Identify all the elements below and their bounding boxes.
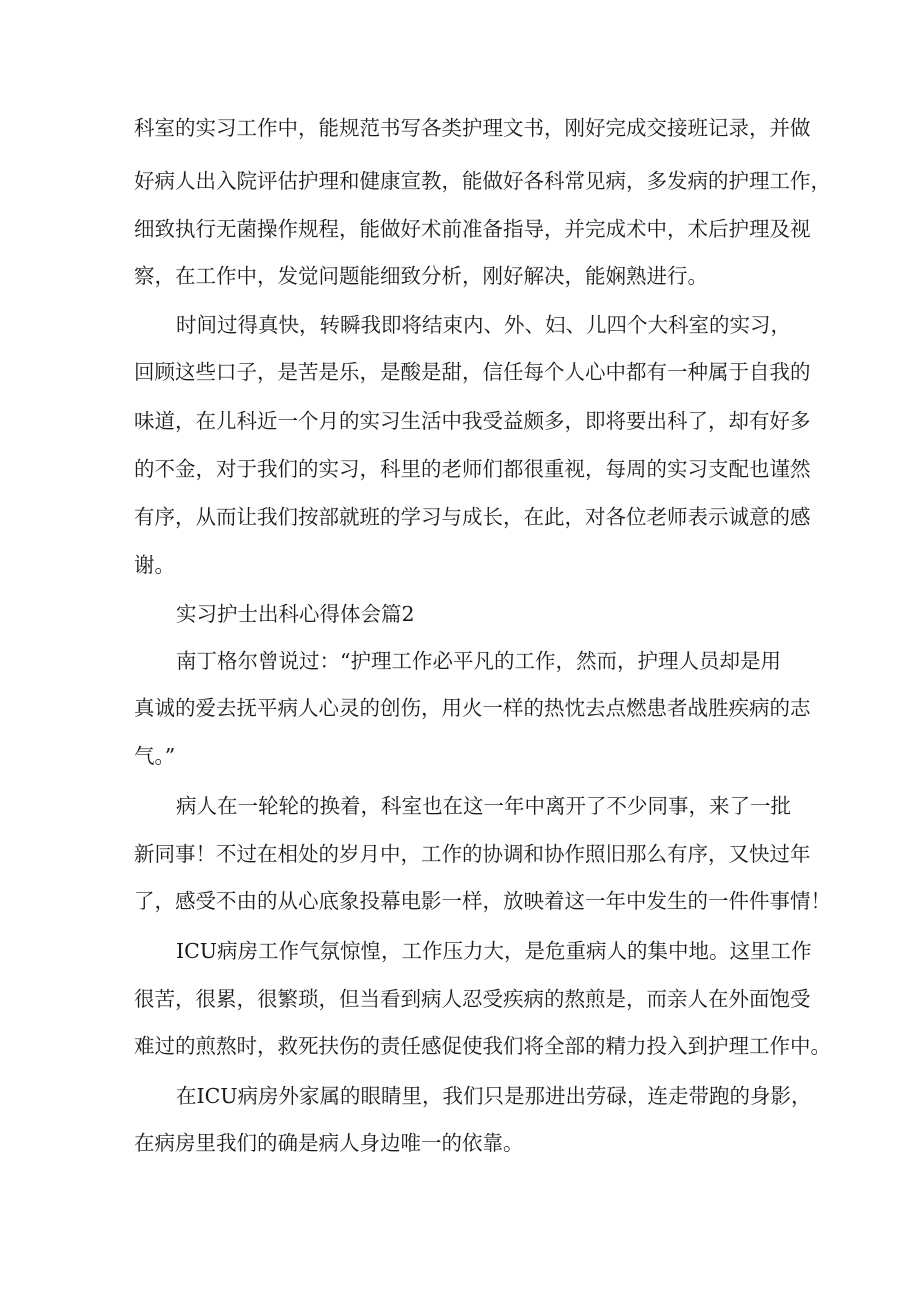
body-text-line: 味道，在儿科近一个月的实习生活中我受益颇多，即将要出科了，却有好多 (134, 409, 811, 433)
body-text-line: 有序，从而让我们按部就班的学习与成长，在此，对各位老师表示诚意的感 (134, 505, 811, 529)
body-text-line: 回顾这些口子，是苦是乐，是酸是甜，信任每个人心中都有一种属于自我的 (134, 360, 811, 384)
body-text-line: 很苦，很累，很繁琐，但当看到病人忍受疾病的熬煎是，而亲人在外面饱受 (134, 987, 811, 1011)
body-text-line: 病人在一轮轮的换着，科室也在这一年中离开了不少同事，来了一批 (176, 794, 791, 818)
body-text-line: 在病房里我们的确是病人身边唯一的依靠。 (134, 1131, 524, 1155)
body-text-line: 细致执行无菌操作规程，能做好术前准备指导，并完成术中，术后护理及视 (134, 217, 811, 241)
body-text-line: 新同事！不过在相处的岁月中，工作的协调和协作照旧那么有序，又快过年 (134, 842, 811, 866)
body-text-line: 真诚的爱去抚平病人心灵的创伤，用火一样的热忱去点燃患者战胜疾病的志 (134, 696, 811, 720)
body-text-line: 了，感受不由的从心底象投幕电影一样，放映着这一年中发生的一件件事情！ (134, 889, 831, 913)
body-text-line: 难过的煎熬时，救死扶伤的责任感促使我们将全部的精力投入到护理工作中。 (134, 1034, 831, 1058)
body-text-line: 气。” (134, 744, 176, 768)
body-text-line: 在ICU病房外家属的眼睛里，我们只是那进出劳碌，连走带跑的身影， (176, 1084, 812, 1108)
body-text-line: 时间过得真快，转瞬我即将结束内、外、妇、儿四个大科室的实习， (176, 313, 791, 337)
section-heading: 实习护士出科心得体会篇2 (176, 602, 415, 626)
body-text-line: 的不金，对于我们的实习，科里的老师们都很重视，每周的实习支配也谨然 (134, 457, 811, 481)
body-text-line: 好病人出入院评估护理和健康宣教，能做好各科常见病，多发病的护理工作， (134, 169, 831, 193)
body-text-line: 科室的实习工作中，能规范书写各类护理文书，刚好完成交接班记录，并做 (134, 116, 811, 140)
body-text-line: 南丁格尔曾说过：“护理工作必平凡的工作，然而，护理人员却是用 (176, 649, 781, 673)
body-text-line: ICU病房工作气氛惊惶，工作压力大，是危重病人的集中地。这里工作 (176, 939, 812, 963)
body-text-line: 察，在工作中，发觉问题能细致分析，刚好解决，能娴熟进行。 (134, 264, 708, 288)
body-text-line: 谢。 (134, 553, 175, 577)
